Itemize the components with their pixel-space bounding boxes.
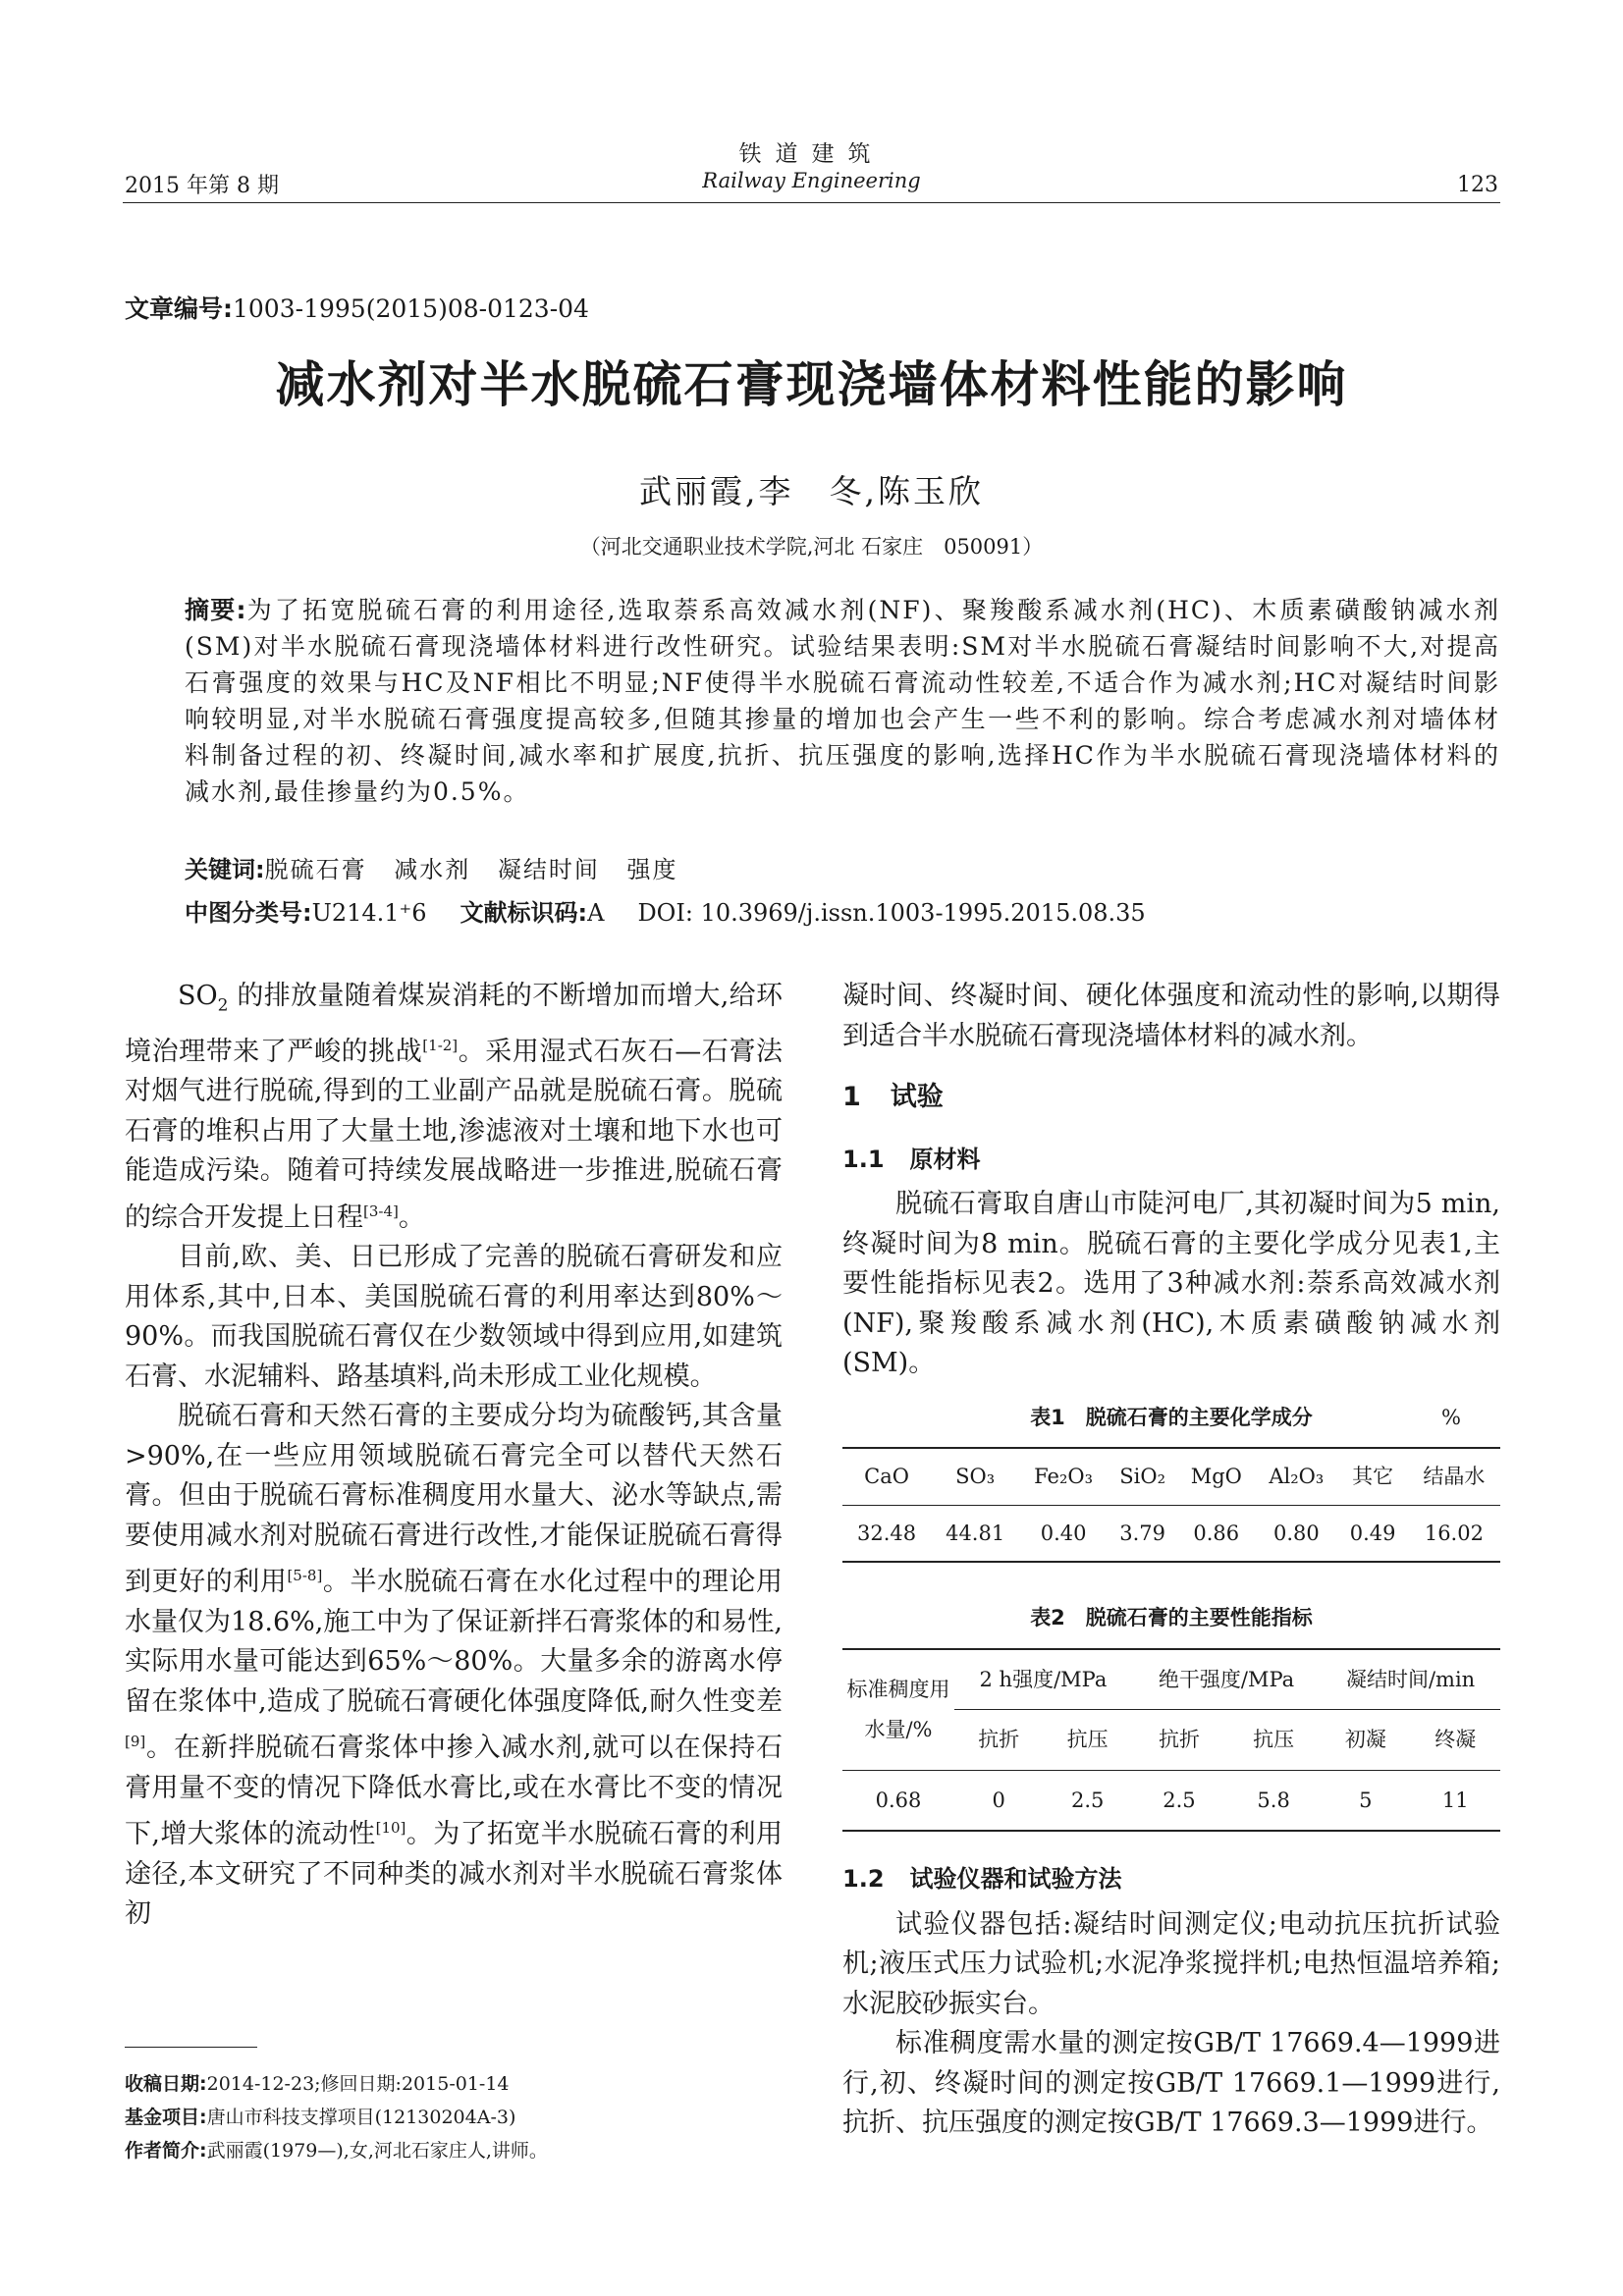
article-title: 减水剂对半水脱硫石膏现浇墙体材料性能的影响 — [275, 356, 1348, 413]
citation-5-8[interactable]: [5-8] — [287, 1567, 323, 1585]
article-number — [125, 290, 589, 325]
footnote-fund-label: 基金项目: — [125, 2107, 207, 2128]
footnote-fund — [125, 2103, 515, 2129]
table-2-cell: 0.68 — [875, 1788, 922, 1812]
table-2-subheader: 终凝 — [1411, 1710, 1500, 1771]
table-1-header-row — [842, 1448, 1500, 1505]
table-1-header-cell: Fe₂O₃ — [1019, 1448, 1108, 1505]
citation-10[interactable]: [10] — [375, 1819, 406, 1838]
doc-code-value: A — [587, 899, 605, 927]
intro-p3-part-b: 。半水脱硫石膏在水化过程中的理论用水量仅为18.6%,施工中为了保证新拌石膏浆体的和易性,实际用水量可能达到65%～80%。大量多余的游离水停留在浆体中,造成了脱硫石膏硬化体强度降低,耐久性变差 — [125, 1567, 784, 1717]
article-number-label: 文章编号: — [125, 294, 233, 323]
so2-text: SO — [178, 981, 218, 1011]
article-number-value: 1003-1995(2015)08-0123-04 — [233, 294, 589, 323]
section-1-2-number: 1.2 — [842, 1865, 885, 1893]
table-2-cell: 5 — [1359, 1788, 1373, 1812]
journal-title-en: Railway Engineering — [702, 169, 921, 192]
table-2-cell: 2.5 — [1163, 1788, 1196, 1812]
table-1-cell: 0.80 — [1272, 1521, 1320, 1545]
table-1-header-cell: 结晶水 — [1408, 1448, 1500, 1505]
table-1-cell: 0.86 — [1193, 1521, 1240, 1545]
keywords — [185, 850, 678, 884]
page-number: 123 — [1457, 173, 1498, 197]
table-2-group-setting: 凝结时间/min — [1321, 1649, 1500, 1710]
table-1-cell: 16.02 — [1424, 1521, 1484, 1545]
doc-code-label: 文献标识码: — [460, 899, 588, 927]
intro-p1-part-a: 的排放量随着煤炭消耗的不断增加而增大,给环境治理带来了严峻的挑战 — [125, 981, 783, 1067]
table-1-header-cell: Al₂O₃ — [1255, 1448, 1337, 1505]
clc-label: 中图分类号: — [185, 899, 312, 927]
table-1-unit: % — [1441, 1405, 1461, 1429]
table-2-subheader: 抗压 — [1226, 1710, 1321, 1771]
classification-line — [185, 893, 1179, 928]
table-1-cell: 0.40 — [1040, 1521, 1087, 1545]
intro-continuation: 凝时间、终凝时间、硬化体强度和流动性的影响,以期得到适合半水脱硫石膏现浇墙体材料的减水剂。 — [842, 981, 1500, 1051]
clc-value: U214.1⁺6 — [311, 899, 427, 927]
table-2-cell: 5.8 — [1257, 1788, 1290, 1812]
citation-3-4[interactable]: [3-4] — [363, 1201, 399, 1220]
section-1-1-heading — [842, 1140, 1500, 1180]
table-1 — [842, 1447, 1500, 1563]
table-1-cell: 32.48 — [856, 1521, 917, 1545]
table-2-cell: 0 — [992, 1788, 1005, 1812]
table-2 — [842, 1648, 1500, 1833]
authors: 武丽霞,李 冬,陈玉欣 — [639, 472, 984, 510]
footnote-received-label: 收稿日期: — [125, 2073, 207, 2095]
body-left-column — [125, 977, 783, 1935]
doi-label: DOI: — [637, 899, 693, 927]
intro-paragraph-3 — [125, 1397, 783, 1935]
section-1-2-title: 试验仪器和试验方法 — [909, 1865, 1122, 1893]
section-1-2-heading — [842, 1859, 1500, 1899]
intro-p3-part-d: 。为了拓宽半水脱硫石膏的利用途径,本文研究了不同种类的减水剂对半水脱硫石膏浆体初 — [125, 1819, 783, 1930]
table-2-group-dry: 绝干强度/MPa — [1132, 1649, 1321, 1710]
intro-p3-part-a: 脱硫石膏和天然石膏的主要成分均为硫酸钙,其含量>90%,在一些应用领域脱硫石膏完全可以替代天然石膏。但由于脱硫石膏标准稠度用水量大、泌水等缺点,需要使用减水剂对脱硫石膏进行改性,才能保证脱硫石膏得到更好的利用 — [125, 1401, 783, 1598]
footnote-received-value: 2014-12-23;修回日期:2015-01-14 — [206, 2073, 510, 2095]
doi-value: 10.3969/j.issn.1003-1995.2015.08.35 — [700, 899, 1146, 927]
table-1-header-cell: CaO — [842, 1448, 931, 1505]
table-2-subheader: 抗压 — [1043, 1710, 1131, 1771]
table-1-header-cell: SO₃ — [931, 1448, 1019, 1505]
journal-title: 铁道建筑 — [738, 141, 885, 167]
table-2-header-row — [842, 1649, 1500, 1710]
table-1-header-cell: MgO — [1177, 1448, 1255, 1505]
footnote-fund-value: 唐山市科技支撑项目(12130204A-3) — [206, 2107, 516, 2128]
intro-paragraph-1 — [125, 977, 783, 1238]
table-2-group-2h: 2 h强度/MPa — [954, 1649, 1132, 1710]
intro-p1-part-c: 。 — [398, 1201, 425, 1233]
instruments-paragraph: 试验仪器包括:凝结时间测定仪;电动抗压抗折试验机;液压式压力试验机;水泥净浆搅拌机;电热恒温培养箱;水泥胶砂振实台。 — [842, 1908, 1500, 2019]
table-1-title: 表1 脱硫石膏的主要化学成分 — [1030, 1405, 1313, 1429]
abstract — [185, 592, 1500, 810]
materials-paragraph: 脱硫石膏取自唐山市陡河电厂,其初凝时间为5 min,终凝时间为8 min。脱硫石膏的主要化学成分见表1,主要性能指标见表2。选用了3种减水剂:萘系高效减水剂(NF),聚羧酸系减水剂(HC),木质素磺酸钠减水剂(SM)。 — [842, 1189, 1500, 1378]
body-right-column — [842, 977, 1500, 2144]
table-1-cell: 3.79 — [1119, 1521, 1166, 1545]
so2-subscript: 2 — [217, 995, 229, 1016]
section-1-1-number: 1.1 — [842, 1145, 885, 1173]
section-1-1-title: 原材料 — [909, 1145, 981, 1173]
section-1-title: 试验 — [890, 1082, 944, 1112]
citation-9[interactable]: [9] — [125, 1733, 146, 1751]
table-2-consistency-header: 标准稠度用水量/% — [842, 1649, 954, 1771]
table-1-cell: 0.49 — [1349, 1521, 1396, 1545]
intro-paragraph-2: 目前,欧、美、日已形成了完善的脱硫石膏研发和应用体系,其中,日本、美国脱硫石膏的利用率达到80%～90%。而我国脱硫石膏仅在少数领域中得到应用,如建筑石膏、水泥辅料、路基填料,尚未形成工业化规模。 — [125, 1242, 783, 1392]
citation-1-2[interactable]: [1-2] — [422, 1036, 459, 1054]
table-2-caption: 表2 脱硫石膏的主要性能指标 — [1030, 1606, 1313, 1629]
table-2-row — [842, 1770, 1500, 1831]
intro-p3-part-c: 。在新拌脱硫石膏浆体中掺入减水剂,就可以在保持石膏用量不变的情况下降低水膏比,或在水膏比不变的情况下,增大浆体的流动性 — [125, 1733, 783, 1850]
table-2-subheader: 抗折 — [954, 1710, 1043, 1771]
intro-p1-part-b: 。采用湿式石灰石—石膏法对烟气进行脱硫,得到的工业副产品就是脱硫石膏。脱硫石膏的堆积占用了大量土地,渗滤液对土壤和地下水也可能造成污染。随着可持续发展战略进一步推进,脱硫石膏的综合开发提上日程 — [125, 1036, 784, 1233]
abstract-label: 摘要: — [185, 596, 246, 624]
table-2-cell: 11 — [1441, 1788, 1469, 1812]
affiliation: （河北交通职业技术学院,河北 石家庄 050091） — [579, 535, 1044, 559]
footnote-author — [125, 2136, 548, 2163]
footnote-rule — [125, 2047, 257, 2048]
footnote-received — [125, 2069, 510, 2096]
section-1-number: 1 — [842, 1082, 861, 1112]
table-2-subheader: 抗折 — [1132, 1710, 1226, 1771]
abstract-text: 为了拓宽脱硫石膏的利用途径,选取萘系高效减水剂(NF)、聚羧酸系减水剂(HC)、木质素磺酸钠减水剂(SM)对半水脱硫石膏现浇墙体材料进行改性研究。试验结果表明:SM对半水脱硫石膏凝结时间影响不大,对提高石膏强度的效果与HC及NF相比不明显;NF使得半水脱硫石膏流动性较差,不适合作为减水剂;HC对凝结时间影响较明显,对半水脱硫石膏强度提高较多,但随其掺量的增加也会产生一些不利的影响。综合考虑减水剂对墙体材料制备过程的初、终凝时间,减水率和扩展度,抗折、抗压强度的影响,选择HC作为半水脱硫石膏现浇墙体材料的减水剂,最佳掺量约为0.5%。 — [185, 596, 1500, 806]
keywords-label: 关键词: — [185, 856, 265, 883]
header-rule — [123, 202, 1500, 203]
table-1-header-cell: 其它 — [1337, 1448, 1407, 1505]
keywords-text: 脱硫石膏 减水剂 凝结时间 强度 — [264, 856, 678, 883]
table-2-subheader: 初凝 — [1321, 1710, 1410, 1771]
table-1-cell: 44.81 — [946, 1521, 1005, 1545]
table-1-caption — [842, 1398, 1500, 1438]
footnote-author-value: 武丽霞(1979—),女,河北石家庄人,讲师。 — [206, 2140, 548, 2162]
section-1-heading — [842, 1078, 1500, 1118]
footnote-author-label: 作者简介: — [125, 2140, 207, 2162]
table-1-row — [842, 1505, 1500, 1562]
issue-label: 2015 年第 8 期 — [125, 174, 279, 198]
methods-paragraph: 标准稠度需水量的测定按GB/T 17669.4—1999进行,初、终凝时间的测定按GB/T 17669.1—1999进行,抗折、抗压强度的测定按GB/T 17669.3—1999进行。 — [842, 2028, 1500, 2138]
table-1-header-cell: SiO₂ — [1108, 1448, 1177, 1505]
table-2-cell: 2.5 — [1070, 1788, 1105, 1812]
